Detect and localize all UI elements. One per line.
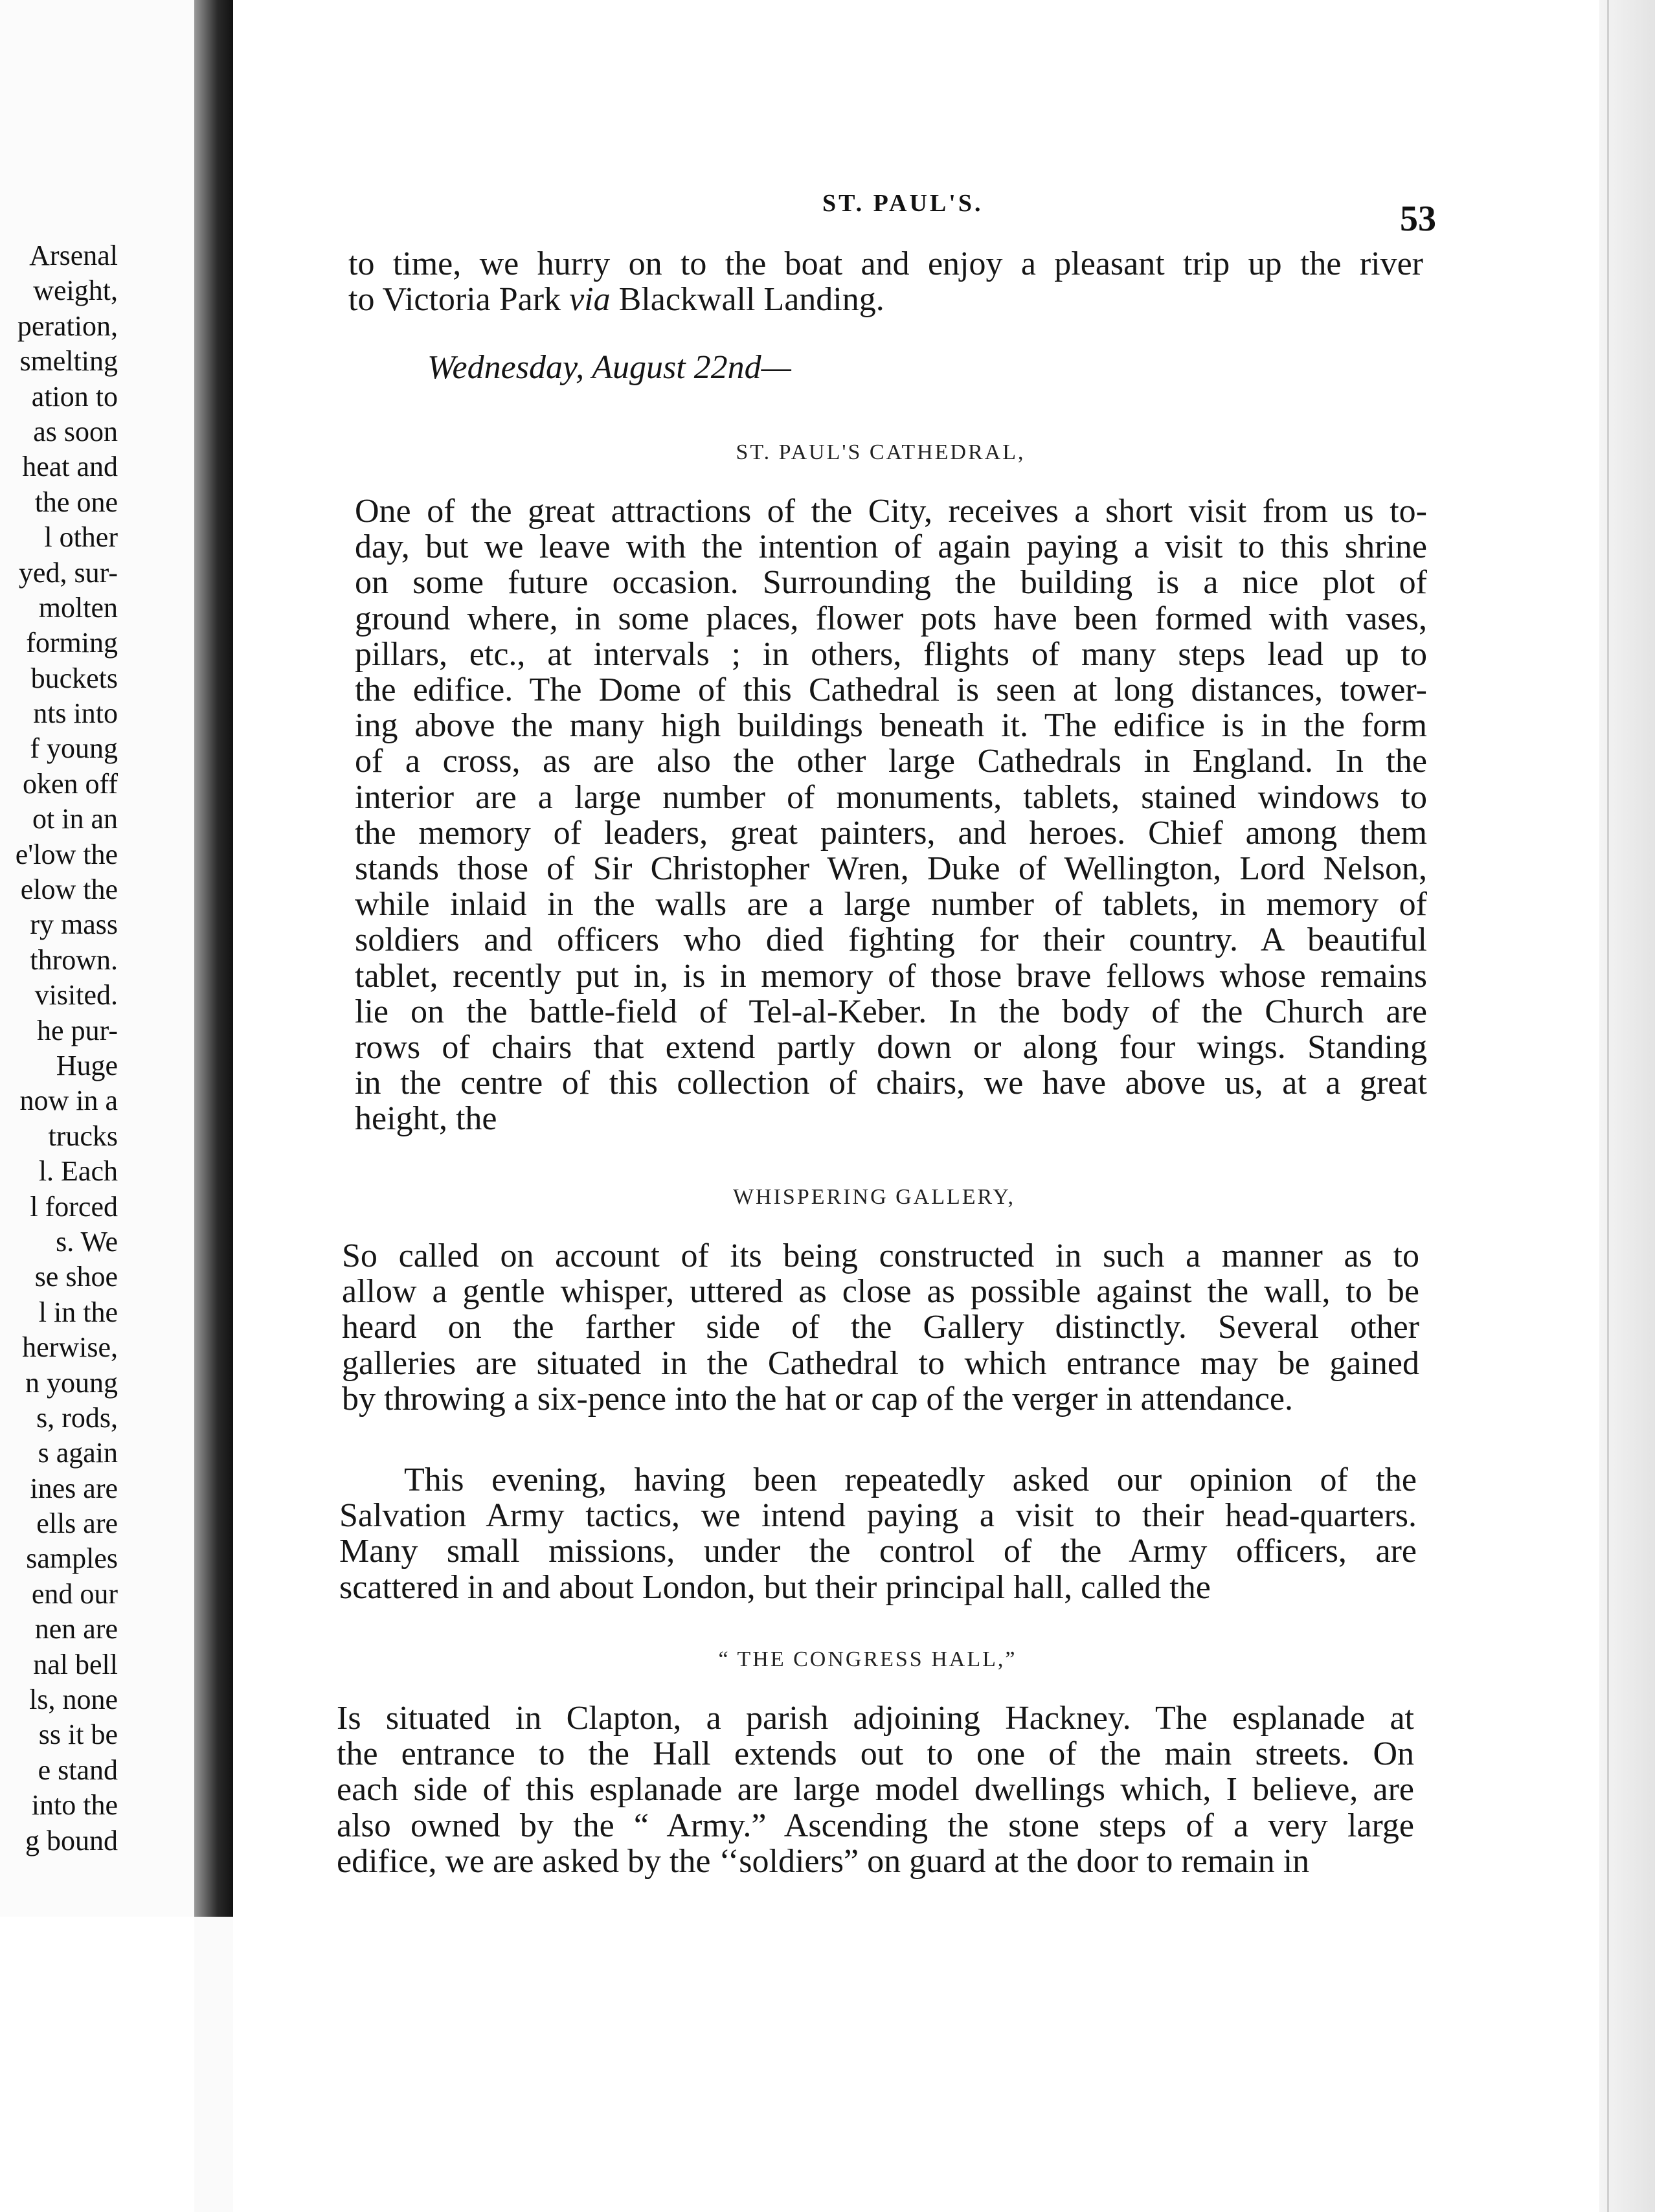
facing-page-line: ss it be <box>38 1719 118 1751</box>
facing-page-line: ls, none <box>29 1684 118 1716</box>
text-line: in the centre of this collection of chairs, we have above us, at a great <box>355 1065 1427 1102</box>
text-line: interior are a large number of monuments, tablets, stained windows to <box>355 778 1427 816</box>
facing-page-line: nen are <box>34 1613 118 1645</box>
facing-page-line: l forced <box>30 1190 118 1223</box>
text-line: pillars, etc., at intervals ; in others, flights of many steps lead up to <box>355 635 1427 673</box>
facing-page-line: s, rods, <box>36 1401 118 1434</box>
text-line: while inlaid in the walls are a large number of tablets, in memory of <box>355 886 1427 923</box>
facing-page-line: herwise, <box>22 1331 118 1364</box>
facing-page-line: Arsenal <box>29 240 118 271</box>
facing-page-line: e'low the <box>15 838 118 870</box>
facing-page-line: buckets <box>30 662 118 694</box>
page-number: 53 <box>1400 199 1436 239</box>
text-line: galleries are situated in the Cathedral to which entrance may be gained <box>342 1344 1419 1382</box>
facing-page-line: elow the <box>20 874 118 906</box>
facing-page-line: yed, sur- <box>18 556 118 589</box>
facing-page-line: visited. <box>34 979 118 1011</box>
facing-page-line: now in a <box>19 1085 118 1117</box>
text-line: lie on the battle-field of Tel-al-Keber. In the body of the Church are <box>355 993 1427 1030</box>
text-line: the edifice. The Dome of this Cathedral is seen at long distances, tower- <box>355 672 1427 709</box>
text-line: allow a gentle whisper, uttered as close as possible against the wall, to be <box>342 1273 1419 1311</box>
text-line: This evening, having been repeatedly asked our opinion of the <box>404 1462 1417 1498</box>
text-line: ing above the many high buildings beneath it. The edifice is in the form <box>355 707 1427 745</box>
facing-page-line: se shoe <box>34 1261 118 1293</box>
text-line: tablet, recently put in, is in memory of those brave fellows whose remains <box>355 957 1427 995</box>
facing-page-line: g bound <box>25 1824 118 1857</box>
text-line: the entrance to the Hall extends out to one of the main streets. On <box>337 1735 1414 1773</box>
facing-page-line: smelting <box>19 345 118 378</box>
text-line: ground where, in some places, flower pots have been formed with vases, <box>355 600 1427 637</box>
facing-page-line: he pur- <box>37 1014 118 1046</box>
facing-page-text <box>16 238 118 1858</box>
facing-page-line: nts into <box>33 697 118 730</box>
text-line: heard on the farther side of the Gallery distinctly. Several other <box>342 1309 1419 1346</box>
whispering-gallery-paragraph <box>342 1238 1419 1417</box>
facing-page-line: thrown. <box>30 943 118 976</box>
section-heading-whispering-gallery: WHISPERING GALLERY, <box>732 1185 1016 1209</box>
section-heading-st-pauls: ST. PAUL'S CATHEDRAL, <box>736 440 1026 464</box>
page-edge-line <box>1607 0 1609 2212</box>
text-line: Many small missions, under the control of the Army officers, are <box>339 1533 1417 1570</box>
text-line: the memory of leaders, great painters, and heroes. Chief among them <box>355 814 1427 852</box>
facing-page-line: end our <box>31 1577 118 1610</box>
facing-page-line: trucks <box>48 1120 118 1152</box>
text-line: on some future occasion. Surrounding the building is a nice plot of <box>355 564 1427 602</box>
facing-page-line: n young <box>25 1366 118 1399</box>
facing-page-line: Huge <box>56 1049 118 1081</box>
text-line: also owned by the “ Army.” Ascending the stone steps of a very large <box>337 1807 1414 1844</box>
text-line: by throwing a six-pence into the hat or cap of the verger in attendance. <box>342 1380 1293 1417</box>
text-line: Salvation Army tactics, we intend paying a visit to their head-quarters. <box>339 1497 1417 1535</box>
opening-paragraph <box>348 246 1423 317</box>
running-title: ST. PAUL'S. <box>822 190 984 217</box>
facing-page-line: nal bell <box>33 1648 118 1680</box>
facing-page-line: ines are <box>30 1472 118 1504</box>
text-line: soldiers and officers who died fighting for their country. A beautiful <box>355 921 1427 959</box>
facing-page-line: s. We <box>56 1225 118 1258</box>
text-line: to Victoria Park via Blackwall Landing. <box>348 281 884 319</box>
facing-page-line: f young <box>30 732 118 765</box>
date-line: Wednesday, August 22nd— <box>427 349 791 386</box>
facing-page <box>0 0 194 1917</box>
facing-page-line: l other <box>44 521 118 554</box>
congress-hall-paragraph <box>337 1700 1414 1879</box>
facing-page-line: l. Each <box>38 1155 118 1188</box>
facing-page-line: into the <box>31 1789 118 1822</box>
text-line: One of the great attractions of the City, receives a short visit from us to- <box>355 493 1427 530</box>
gutter-bottom <box>194 1917 233 2212</box>
facing-page-line: molten <box>38 591 118 624</box>
facing-page-line: ry mass <box>30 909 118 941</box>
book-gutter-shadow <box>194 0 233 1917</box>
salvation-army-paragraph <box>339 1462 1417 1605</box>
text-line: rows of chairs that extend partly down or along four wings. Standing <box>355 1029 1427 1066</box>
text-line: stands those of Sir Christopher Wren, Duke of Wellington, Lord Nelson, <box>355 850 1427 888</box>
facing-page-line: e stand <box>38 1754 118 1786</box>
facing-page-line: ells are <box>36 1507 118 1540</box>
facing-page-line: s again <box>38 1437 118 1469</box>
text-line: of a cross, as are also the other large Cathedrals in England. In the <box>355 743 1427 780</box>
facing-page-line: ot in an <box>32 803 118 835</box>
text-line: Is situated in Clapton, a parish adjoining Hackney. The esplanade at <box>337 1700 1414 1737</box>
text-line: edifice, we are asked by the ‘‘soldiers” on guard at the door to remain in <box>337 1842 1310 1880</box>
text-line: height, the <box>355 1100 497 1138</box>
text-line: each side of this esplanade are large model dwellings which, I believe, are <box>337 1771 1414 1809</box>
text-line: scattered in and about London, but their principal hall, called the <box>339 1568 1211 1606</box>
st-pauls-paragraph <box>355 493 1427 1137</box>
facing-page-line: ation to <box>31 380 118 412</box>
facing-page-line: l in the <box>38 1296 118 1328</box>
facing-page-line: as soon <box>33 415 118 447</box>
text-line: So called on account of its being constructed in such a manner as to <box>342 1237 1419 1274</box>
facing-page-line: peration, <box>17 310 118 342</box>
facing-page-line: forming <box>26 627 118 659</box>
facing-page-line: samples <box>26 1542 118 1575</box>
facing-page-line: heat and <box>22 451 118 483</box>
facing-page-line: weight, <box>33 275 118 307</box>
text-line: day, but we leave with the intention of again paying a visit to this shrine <box>355 528 1427 566</box>
text-line: to time, we hurry on to the boat and enjoy a pleasant trip up the river <box>348 245 1423 282</box>
section-heading-congress-hall: “ THE CONGRESS HALL,” <box>718 1647 1017 1671</box>
facing-page-line: oken off <box>22 767 118 800</box>
facing-page-line: the one <box>34 486 118 518</box>
